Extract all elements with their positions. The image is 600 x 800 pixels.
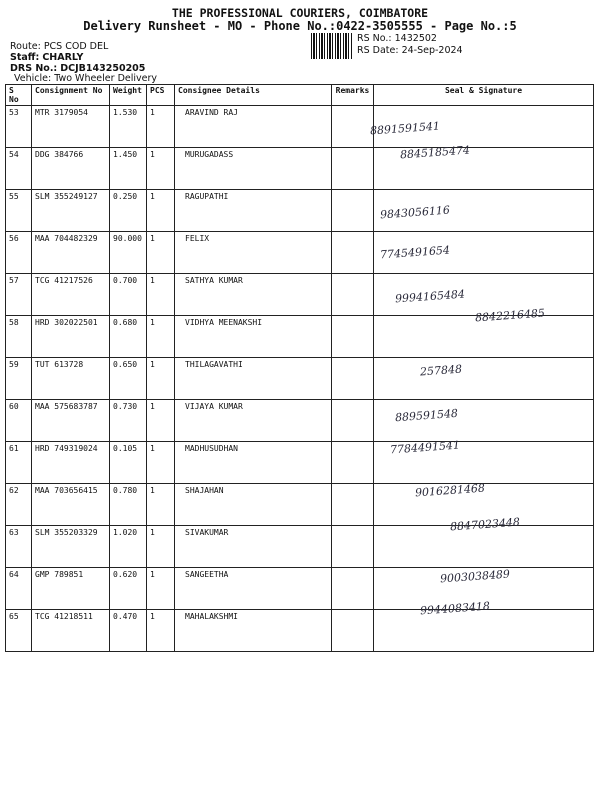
cell-sno: 64 [6,568,32,610]
cell-consignment: HRD 302022501 [32,316,110,358]
cell-remarks [332,610,374,652]
col-signature: Seal & Signature [374,85,594,106]
barcode [311,33,353,59]
vehicle-value: Two Wheeler Delivery [54,73,157,84]
drs-label: DRS No.: [10,63,58,74]
table-row [6,400,594,442]
cell-remarks [332,316,374,358]
cell-consignment: GMP 789851 [32,568,110,610]
cell-pcs: 1 [147,148,175,190]
cell-pcs: 1 [147,358,175,400]
staff-line [10,52,83,63]
cell-remarks [332,106,374,148]
cell-consignee: MADHUSUDHAN [175,442,332,484]
handwritten-signature: 8845185474 [399,143,471,162]
cell-consignment: MAA 703656415 [32,484,110,526]
cell-consignee: SANGEETHA [175,568,332,610]
cell-sno: 54 [6,148,32,190]
cell-pcs: 1 [147,484,175,526]
rs-date: RS Date: 24-Sep-2024 [357,45,463,56]
cell-consignment: DDG 384766 [32,148,110,190]
cell-consignee: RAGUPATHI [175,190,332,232]
handwritten-signature: 8847023448 [449,515,521,534]
cell-consignee: SHAJAHAN [175,484,332,526]
cell-sno: 56 [6,232,32,274]
table-row [6,442,594,484]
col-sno: S No [6,85,32,106]
cell-consignee: FELIX [175,232,332,274]
handwritten-signature: 9016281468 [414,481,486,500]
cell-sno: 57 [6,274,32,316]
vehicle-label: Vehicle: [14,73,52,84]
staff-label: Staff: [10,52,40,63]
cell-consignment: MAA 704482329 [32,232,110,274]
cell-sno: 59 [6,358,32,400]
route-line [10,41,108,52]
handwritten-signature: 257848 [419,362,463,379]
cell-sno: 65 [6,610,32,652]
cell-consignee: MURUGADASS [175,148,332,190]
table-row [6,190,594,232]
handwritten-signature: 9843056116 [379,203,451,222]
handwritten-signature: 8842216485 [474,306,546,325]
table-header-row [6,85,594,106]
cell-weight: 90.000 [110,232,147,274]
cell-pcs: 1 [147,442,175,484]
cell-weight: 0.680 [110,316,147,358]
cell-consignment: TUT 613728 [32,358,110,400]
cell-sno: 63 [6,526,32,568]
col-weight: Weight [110,85,147,106]
cell-sno: 62 [6,484,32,526]
col-remarks: Remarks [332,85,374,106]
cell-weight: 0.730 [110,400,147,442]
cell-remarks [332,190,374,232]
cell-weight: 0.700 [110,274,147,316]
runsheet-title: Delivery Runsheet - MO - Phone No.:0422-3505555 - Page No.:5 [83,19,517,33]
cell-weight: 1.020 [110,526,147,568]
company-name: THE PROFESSIONAL COURIERS, COIMBATORE [171,6,429,20]
handwritten-signature: 9944083418 [419,599,491,618]
cell-consignment: SLM 355203329 [32,526,110,568]
rs-number: RS No.: 1432502 [357,33,437,44]
cell-consignee: THILAGAVATHI [175,358,332,400]
cell-pcs: 1 [147,400,175,442]
table-row [6,106,594,148]
cell-weight: 0.470 [110,610,147,652]
cell-consignment: TCG 41217526 [32,274,110,316]
handwritten-signature: 9003038489 [439,567,511,586]
table-row [6,148,594,190]
cell-pcs: 1 [147,568,175,610]
col-consignment: Consignment No [32,85,110,106]
handwritten-signature: 889591548 [394,406,459,425]
cell-consignment: MTR 3179054 [32,106,110,148]
table-row [6,526,594,568]
cell-sno: 61 [6,442,32,484]
cell-consignment: SLM 355249127 [32,190,110,232]
cell-pcs: 1 [147,106,175,148]
cell-sno: 60 [6,400,32,442]
cell-consignment: HRD 749319024 [32,442,110,484]
cell-weight: 0.250 [110,190,147,232]
handwritten-signature: 8891591541 [369,119,441,138]
cell-pcs: 1 [147,526,175,568]
cell-signature [374,358,594,400]
cell-pcs: 1 [147,232,175,274]
cell-pcs: 1 [147,316,175,358]
cell-remarks [332,358,374,400]
cell-consignee: MAHALAKSHMI [175,610,332,652]
handwritten-signature: 7784491541 [389,438,461,457]
handwritten-signature: 9994165484 [394,287,466,306]
cell-consignment: TCG 41218511 [32,610,110,652]
cell-consignee: VIDHYA MEENAKSHI [175,316,332,358]
cell-sno: 55 [6,190,32,232]
cell-weight: 1.450 [110,148,147,190]
cell-consignee: ARAVIND RAJ [175,106,332,148]
cell-remarks [332,526,374,568]
table-row [6,232,594,274]
route-label: Route: [10,41,41,52]
cell-consignee: SATHYA KUMAR [175,274,332,316]
cell-pcs: 1 [147,190,175,232]
cell-remarks [332,148,374,190]
route-value: PCS COD DEL [43,41,109,52]
cell-weight: 0.105 [110,442,147,484]
cell-consignee: SIVAKUMAR [175,526,332,568]
cell-signature [374,610,594,652]
cell-remarks [332,400,374,442]
drs-value: DCJB143250205 [60,63,146,74]
vehicle-line [14,73,157,84]
cell-remarks [332,232,374,274]
cell-remarks [332,442,374,484]
cell-signature [374,526,594,568]
table-row [6,358,594,400]
cell-remarks [332,274,374,316]
cell-consignee: VIJAYA KUMAR [175,400,332,442]
col-pcs: PCS [147,85,175,106]
cell-remarks [332,568,374,610]
staff-value: CHARLY [42,52,84,63]
cell-weight: 1.530 [110,106,147,148]
cell-pcs: 1 [147,274,175,316]
cell-remarks [332,484,374,526]
col-consignee: Consignee Details [175,85,332,106]
cell-weight: 0.620 [110,568,147,610]
cell-consignment: MAA 575683787 [32,400,110,442]
table-row [6,610,594,652]
cell-weight: 0.650 [110,358,147,400]
cell-sno: 53 [6,106,32,148]
cell-weight: 0.780 [110,484,147,526]
cell-pcs: 1 [147,610,175,652]
handwritten-signature: 7745491654 [379,243,451,262]
cell-sno: 58 [6,316,32,358]
